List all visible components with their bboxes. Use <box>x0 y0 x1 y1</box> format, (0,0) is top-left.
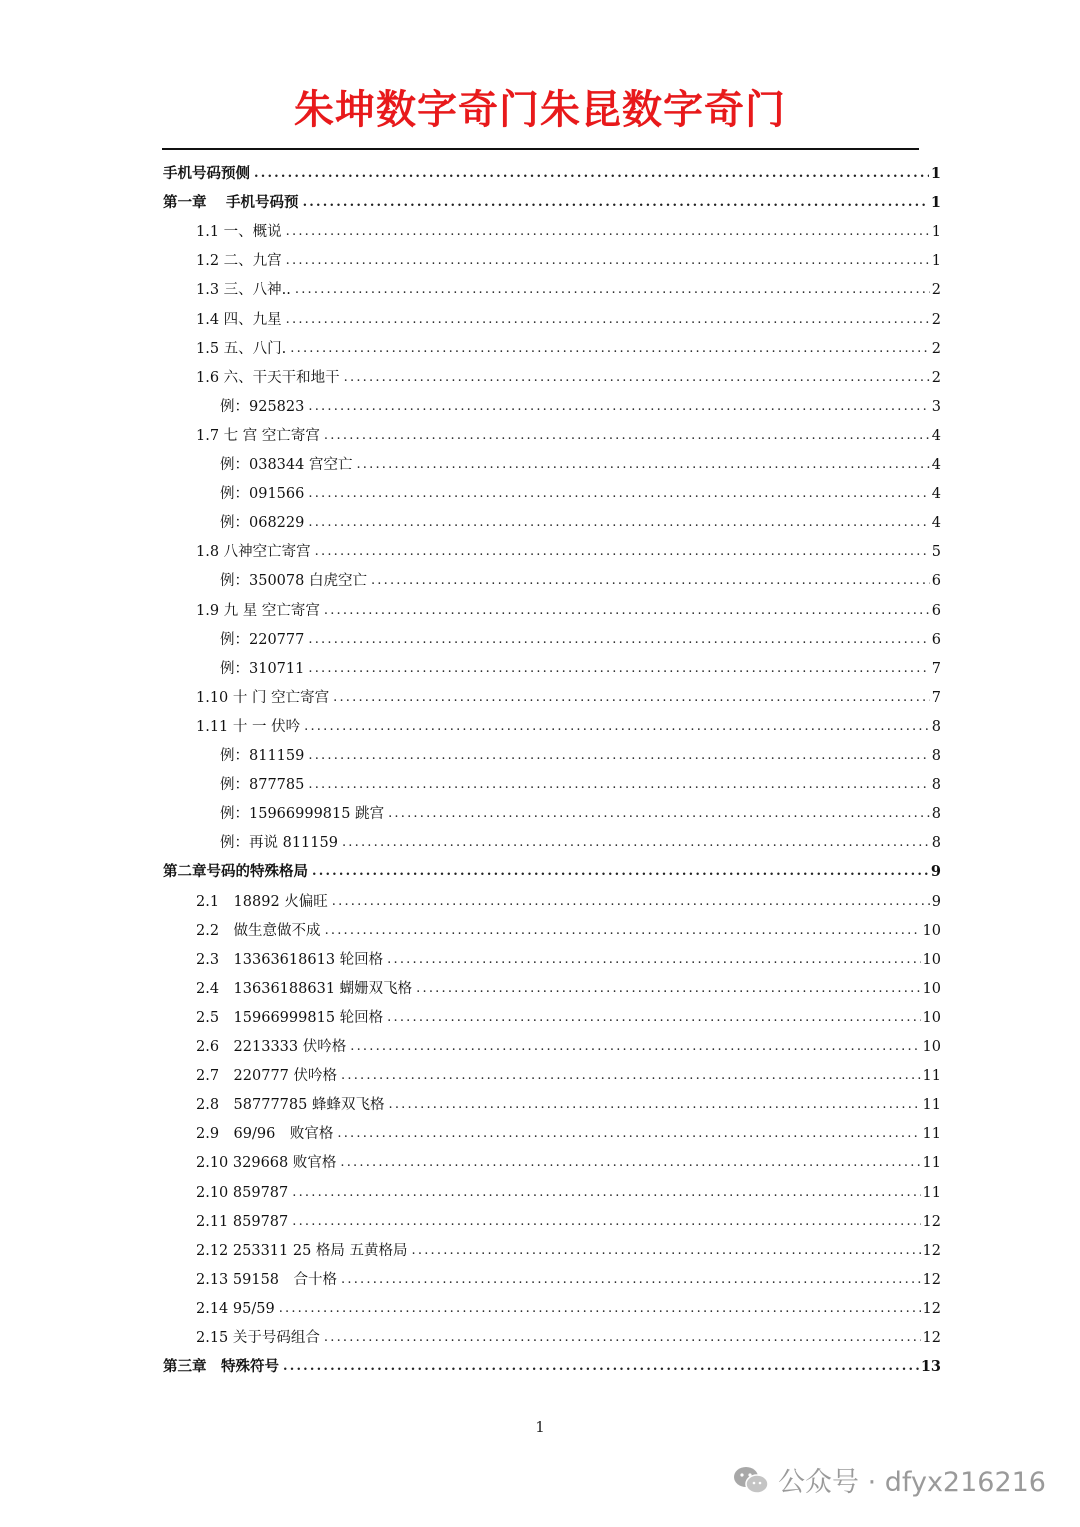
toc-entry-page: 4 <box>931 427 941 444</box>
toc-entry[interactable] <box>196 998 941 1027</box>
toc-entry-page: 6 <box>931 631 941 648</box>
toc-entry-label: 例：068229 <box>220 515 305 532</box>
toc-entry[interactable] <box>196 1114 941 1143</box>
toc-leader-dots <box>303 194 929 212</box>
toc-entry[interactable] <box>196 329 941 358</box>
toc-entry[interactable] <box>163 183 941 212</box>
document-title: 朱坤数字奇门朱昆数字奇门 <box>294 86 786 133</box>
toc-leader-dots <box>324 427 930 445</box>
toc-entry[interactable] <box>196 1027 941 1056</box>
toc-entry-label: 1.1 一、概说 <box>196 224 282 241</box>
toc-entry-label: 例：091566 <box>220 486 305 503</box>
toc-entry-page: 7 <box>931 660 941 677</box>
toc-leader-dots <box>341 1067 921 1085</box>
toc-entry[interactable] <box>196 241 941 270</box>
toc-entry[interactable] <box>196 1143 941 1172</box>
toc-leader-dots <box>371 572 930 590</box>
toc-leader-dots <box>350 1038 920 1056</box>
toc-entry[interactable] <box>163 1347 941 1376</box>
toc-leader-dots <box>388 1096 920 1114</box>
toc-entry-page: 7 <box>931 689 941 706</box>
toc-entry[interactable] <box>196 1173 941 1202</box>
toc-entry-label: 2.6 2213333 伏吟格 <box>196 1039 347 1055</box>
toc-leader-dots <box>308 776 929 794</box>
toc-entry-label: 例：220777 <box>220 631 305 648</box>
toc-leader-dots <box>286 311 930 329</box>
toc-entry[interactable] <box>196 270 941 299</box>
toc-entry-page: 8 <box>931 748 941 764</box>
toc-entry-page: 10 <box>922 922 941 939</box>
toc-entry-label: 1.6 六、干天干和地干 <box>196 369 340 386</box>
toc-entry-label: 2.13 59158 合十格 <box>196 1271 338 1288</box>
toc-leader-dots <box>279 1300 921 1318</box>
toc-entry[interactable] <box>196 707 941 736</box>
toc-entry-label: 例：877785 <box>220 777 305 794</box>
toc-entry-label: 1.2 二、九宫 <box>196 253 282 270</box>
toc-leader-dots <box>286 252 930 270</box>
toc-entry-label: 2.8 58777785 蜂蜂双飞格 <box>196 1097 385 1114</box>
toc-entry-page: 1 <box>931 224 941 241</box>
toc-entry-label: 2.11 859787 <box>196 1213 289 1230</box>
watermark <box>732 1460 1046 1499</box>
toc-entry[interactable] <box>196 882 941 911</box>
toc-entry-label: 第三章 特殊符号 <box>163 1358 279 1376</box>
toc-leader-dots <box>283 1358 919 1376</box>
toc-entry-page: 1 <box>931 253 941 270</box>
toc-leader-dots <box>295 281 930 299</box>
toc-entry[interactable] <box>196 591 941 620</box>
toc-entry[interactable] <box>196 1231 941 1260</box>
toc-entry-page: 4 <box>931 515 941 532</box>
toc-leader-dots <box>340 1154 920 1172</box>
toc-entry-page: 11 <box>922 1097 941 1114</box>
toc-entry[interactable] <box>196 1289 941 1318</box>
toc-entry-page: 8 <box>931 806 941 823</box>
toc-entry-page: 5 <box>931 544 941 561</box>
toc-entry-label: 例：038344 宫空亡 <box>220 457 353 473</box>
toc-entry-label: 2.9 69/96 败官格 <box>196 1126 334 1143</box>
toc-entry[interactable] <box>220 474 941 503</box>
toc-entry[interactable] <box>196 678 941 707</box>
toc-entry-label: 例：310711 <box>220 660 305 677</box>
toc-entry-label: 1.3 三、八神.. <box>196 282 291 299</box>
toc-entry-label: 例：再说 811159 <box>220 835 338 852</box>
toc-leader-dots <box>308 485 929 503</box>
toc-entry-page: 12 <box>922 1271 941 1288</box>
toc-entry-page: 10 <box>922 951 941 968</box>
toc-leader-dots <box>292 1213 920 1231</box>
toc-entry-label: 1.10 十 门 空亡寄宫 <box>196 689 330 706</box>
toc-leader-dots <box>324 1329 921 1347</box>
toc-entry-label: 2.5 15966999815 轮回格 <box>196 1009 384 1026</box>
footer-page-number: 1 <box>535 1418 545 1436</box>
toc-entry-label: 第二章号码的特殊格局 <box>163 863 308 881</box>
toc-leader-dots <box>304 718 930 736</box>
toc-entry[interactable] <box>196 416 941 445</box>
toc-entry-page: 10 <box>922 1009 941 1026</box>
toc-leader-dots <box>416 980 920 998</box>
toc-entry-page: 6 <box>931 602 941 619</box>
toc-entry[interactable] <box>196 1260 941 1289</box>
toc-entry[interactable] <box>196 1318 941 1347</box>
toc-entry-page: 2 <box>931 311 941 328</box>
toc-entry[interactable] <box>196 1056 941 1085</box>
toc-leader-dots <box>388 805 930 823</box>
toc-entry-page: 8 <box>931 835 941 852</box>
toc-leader-dots <box>286 223 930 241</box>
toc-leader-dots <box>325 922 921 940</box>
toc-entry-page: 1 <box>930 165 941 182</box>
toc-leader-dots <box>312 863 929 881</box>
toc-entry[interactable] <box>163 154 941 183</box>
toc-leader-dots <box>341 1271 921 1289</box>
toc-leader-dots <box>387 951 920 969</box>
toc-leader-dots <box>254 165 929 183</box>
toc-entry-page: 12 <box>922 1330 941 1346</box>
toc-entry[interactable] <box>196 911 941 940</box>
toc-entry-page: 11 <box>922 1126 941 1143</box>
toc-entry-page: 4 <box>931 457 941 473</box>
toc-entry-page: 10 <box>922 1039 941 1055</box>
toc-leader-dots <box>308 514 929 532</box>
toc-entry[interactable] <box>220 387 941 416</box>
toc-entry-label: 例：350078 白虎空亡 <box>220 573 367 590</box>
toc-entry-label: 手机号码预侧 <box>163 165 250 182</box>
toc-leader-dots <box>333 689 930 707</box>
toc-leader-dots <box>356 456 929 474</box>
toc-entry[interactable] <box>220 445 941 474</box>
toc-entry-label: 1.7 七 宫 空亡寄宫 <box>196 427 320 444</box>
toc-leader-dots <box>308 631 929 649</box>
toc-entry[interactable] <box>220 736 941 765</box>
toc-entry[interactable] <box>196 1085 941 1114</box>
toc-entry-label: 2.4 13636188631 蝴姗双飞格 <box>196 980 413 997</box>
toc-entry-label: 第一章 手机号码预 <box>163 194 299 212</box>
toc-leader-dots <box>337 1125 920 1143</box>
toc-leader-dots <box>290 340 929 358</box>
watermark-text: 公众号 · dfyx216216 <box>778 1467 1046 1498</box>
toc-leader-dots <box>344 369 930 387</box>
toc-entry-label: 1.8 八神空亡寄宫 <box>196 544 311 561</box>
toc-entry-label: 2.14 95/59 <box>196 1300 275 1317</box>
toc-leader-dots <box>308 660 929 678</box>
toc-entry-label: 例：15966999815 跳宫 <box>220 806 385 823</box>
toc-entry-label: 2.3 13363618613 轮回格 <box>196 951 384 968</box>
toc-entry-label: 2.2 做生意做不成 <box>196 922 321 939</box>
toc-entry-page: 9 <box>930 863 941 881</box>
toc-entry-page: 2 <box>931 282 941 299</box>
toc-leader-dots <box>342 834 930 852</box>
toc-entry-label: 2.10 859787 <box>196 1184 289 1201</box>
toc-entry[interactable] <box>196 358 941 387</box>
toc-entry-label: 例：811159 <box>220 748 305 764</box>
toc-entry-page: 11 <box>922 1155 941 1172</box>
toc-leader-dots <box>387 1009 920 1027</box>
toc-entry[interactable] <box>220 649 941 678</box>
toc-entry-page: 2 <box>931 340 941 357</box>
toc-entry-label: 1.5 五、八门. <box>196 340 287 357</box>
toc-entry-page: 8 <box>931 777 941 794</box>
toc-entry-label: 例：925823 <box>220 398 305 415</box>
toc-entry-label: 2.12 253311 25 格局 五黄格局 <box>196 1242 408 1259</box>
toc-entry-page: 8 <box>931 718 941 735</box>
toc-entry[interactable] <box>196 969 941 998</box>
toc-entry-page: 10 <box>922 980 941 997</box>
toc-entry-page: 3 <box>931 398 941 415</box>
toc-leader-dots <box>308 747 929 765</box>
toc-entry[interactable] <box>196 940 941 969</box>
toc-leader-dots <box>308 398 929 416</box>
toc-leader-dots <box>324 602 930 620</box>
toc-entry-label: 1.4 四、九星 <box>196 311 282 328</box>
toc-entry-label: 2.10 329668 败官格 <box>196 1155 337 1172</box>
toc-entry[interactable] <box>196 532 941 561</box>
toc-entry-label: 1.11 十 一 伏吟 <box>196 718 301 735</box>
toc-entry-label: 2.7 220777 伏吟格 <box>196 1068 338 1085</box>
title-rule <box>162 148 919 150</box>
toc-entry-page: 12 <box>922 1213 941 1230</box>
toc-entry[interactable] <box>220 503 941 532</box>
toc-entry-page: 1 <box>930 194 941 212</box>
toc-entry[interactable] <box>220 561 941 590</box>
toc-entry[interactable] <box>196 1202 941 1231</box>
wechat-icon <box>732 1465 770 1495</box>
toc-entry-page: 11 <box>922 1068 941 1085</box>
toc-entry[interactable] <box>196 300 941 329</box>
toc-entry-page: 9 <box>931 893 941 910</box>
toc-leader-dots <box>412 1242 921 1260</box>
toc-entry-page: 13 <box>920 1358 941 1376</box>
toc-entry[interactable] <box>196 212 941 241</box>
toc-entry-page: 6 <box>931 573 941 590</box>
toc-leader-dots <box>332 893 930 911</box>
toc-leader-dots <box>315 543 930 561</box>
toc-entry[interactable] <box>220 620 941 649</box>
toc-entry[interactable] <box>163 852 941 881</box>
toc-entry[interactable] <box>220 823 941 852</box>
toc-entry-label: 2.1 18892 火偏旺 <box>196 893 328 910</box>
toc-entry[interactable] <box>220 765 941 794</box>
toc-entry-page: 4 <box>931 486 941 503</box>
toc-entry-page: 12 <box>922 1242 941 1259</box>
toc-entry[interactable] <box>220 794 941 823</box>
toc-leader-dots <box>292 1184 920 1202</box>
toc-entry-label: 2.15 关于号码组合 <box>196 1330 320 1346</box>
toc-entry-page: 11 <box>922 1184 941 1201</box>
toc-entry-page: 12 <box>922 1300 941 1317</box>
toc-entry-page: 2 <box>931 369 941 386</box>
toc-entry-label: 1.9 九 星 空亡寄宫 <box>196 602 320 619</box>
